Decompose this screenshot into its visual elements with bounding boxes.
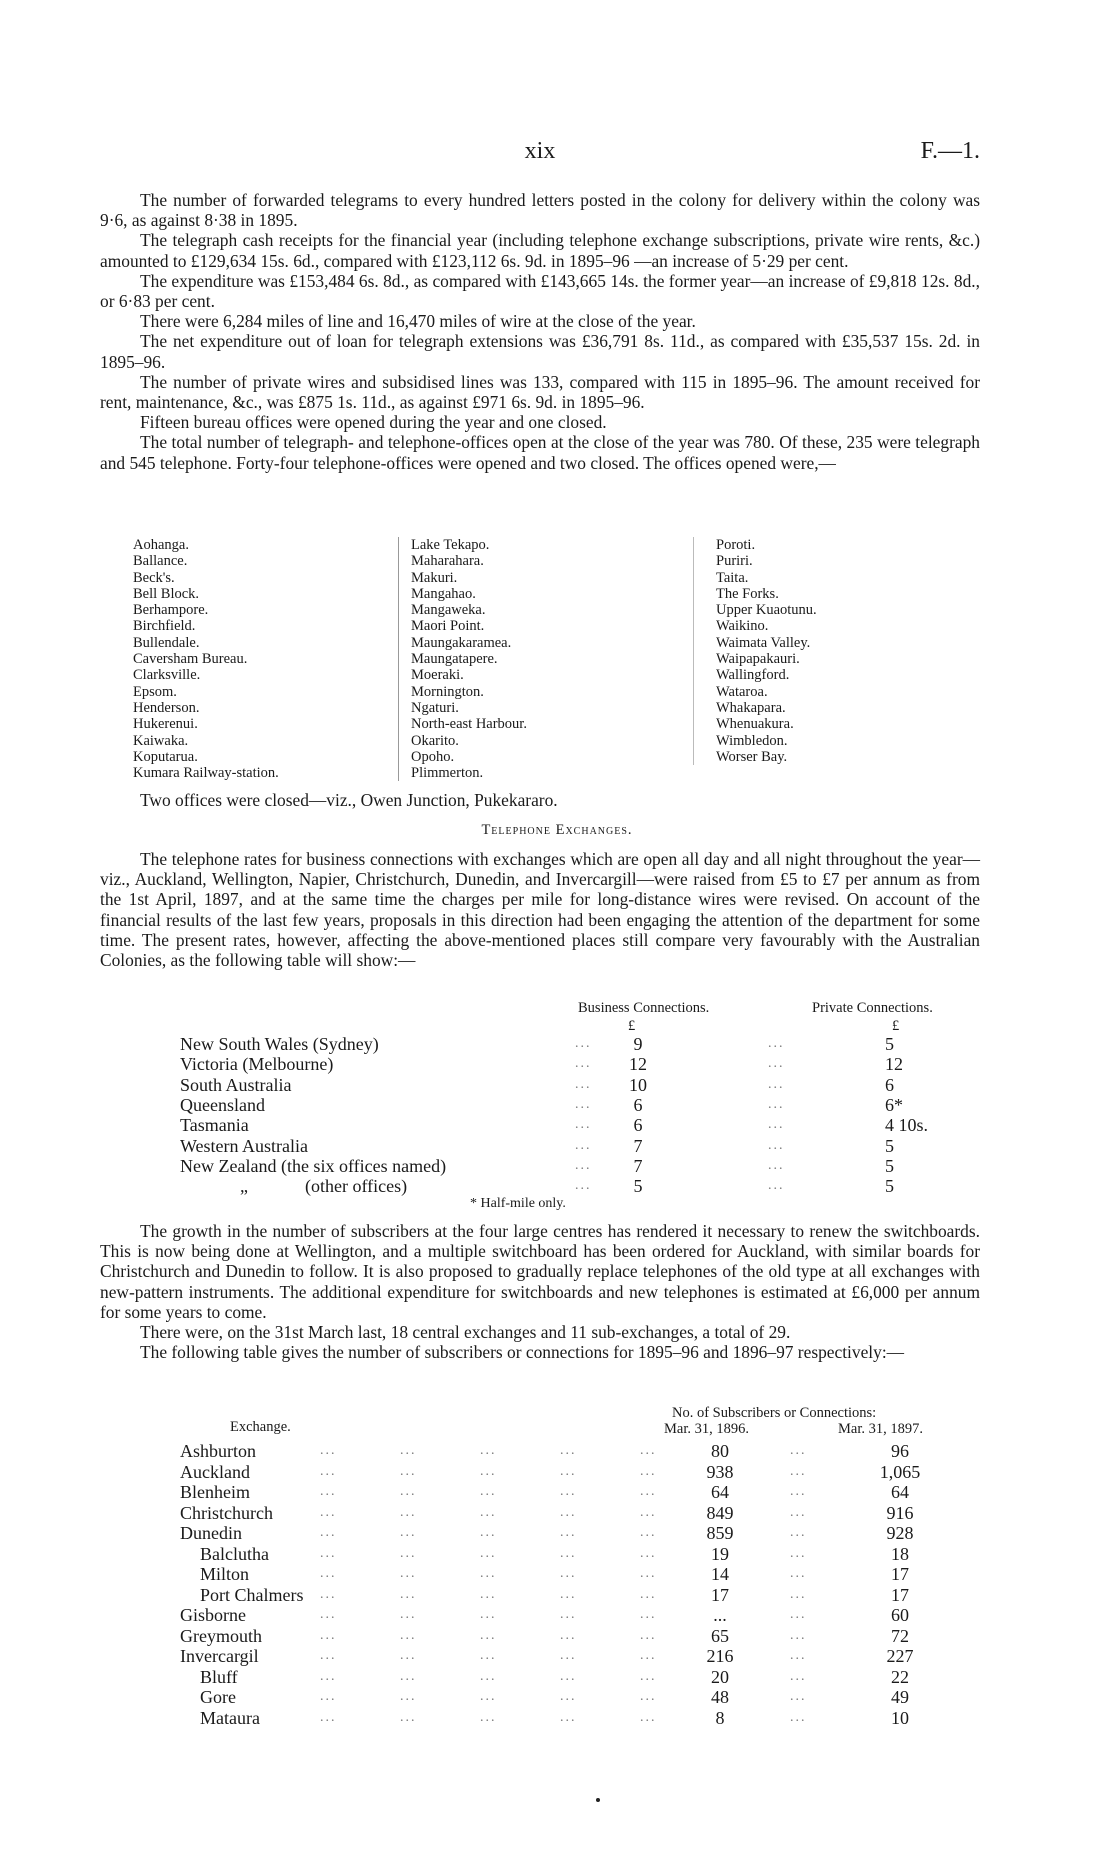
subscribers-1897: 18 <box>891 1543 909 1564</box>
place-name: Queensland <box>180 1094 265 1115</box>
office-name: Hukerenui. <box>133 716 198 733</box>
subscribers-1897: 22 <box>891 1666 909 1687</box>
leader-dots: ... <box>768 1137 785 1153</box>
column-header-business: Business Connections. <box>578 1000 710 1016</box>
exchange-row <box>0 1687 1114 1708</box>
office-name: Henderson. <box>133 699 200 716</box>
paragraph: The growth in the number of subscribers at the four large centres has rendered it necessary to renew the switchboards. This is now being done at Wellington, and a multiple switchboard has been ordered for Auckland, with similar boards for Christchurch and Dunedin to follow. It is also proposed to gradually replace telephones of the old type at all exchanges with new-pattern instruments. The additional expenditure for switchboards and new telephones is estimated at £6,000 per annum for some years to come. <box>100 1221 980 1322</box>
office-name: Taita. <box>716 569 749 586</box>
business-rate: 6 <box>633 1094 643 1115</box>
leader-dots: ... <box>400 1484 417 1499</box>
footnote: * Half-mile only. <box>470 1196 566 1211</box>
rates-paragraph <box>100 849 980 970</box>
exchange-row <box>0 1708 1114 1729</box>
subscribers-1896: 80 <box>711 1441 729 1461</box>
private-rate: 5 <box>885 1155 894 1176</box>
office-name: Whenuakura. <box>716 716 794 733</box>
place-name: Victoria (Melbourne) <box>180 1054 334 1075</box>
offices-column-2 <box>398 537 671 781</box>
subscribers-1897: 1,065 <box>879 1461 921 1482</box>
office-name: Maharahara. <box>411 553 484 570</box>
leader-dots: ... <box>560 1463 577 1479</box>
subscribers-1897: 72 <box>891 1625 909 1646</box>
leader-dots: ... <box>320 1709 337 1725</box>
leader-dots: ... <box>560 1545 577 1561</box>
office-name: Kumara Railway-station. <box>133 765 279 782</box>
leader-dots: ... <box>400 1566 417 1581</box>
leader-dots: ... <box>640 1627 657 1643</box>
leader-dots: ... <box>400 1504 417 1520</box>
leader-dots: ... <box>400 1648 417 1663</box>
print-mark <box>596 1798 600 1802</box>
exchange-name: Port Chalmers <box>200 1584 304 1605</box>
intro-paragraphs <box>100 190 980 473</box>
office-name: North-east Harbour. <box>411 716 527 733</box>
place-name: Tasmania <box>180 1115 249 1136</box>
paragraph: The number of private wires and subsidised lines was 133, compared with 115 in 1895–96. The amount received for rent, maintenance, &c., was £875 1s. 11d., as against £971 6s. 9d. in 1895–96. <box>100 371 980 413</box>
subscribers-1896: 859 <box>706 1523 734 1543</box>
leader-dots: ... <box>480 1504 497 1520</box>
leader-dots: ... <box>320 1443 337 1458</box>
leader-dots: ... <box>320 1463 337 1479</box>
offices-column-1 <box>133 537 383 781</box>
paragraph: The expenditure was £153,484 6s. 8d., as compared with £143,665 14s. the former year—an increase of £9,818 12s. 8d., or 6·83 per cent. <box>100 270 980 312</box>
offices-opened-list <box>133 537 973 783</box>
page-header <box>100 138 980 168</box>
leader-dots: ... <box>790 1648 807 1663</box>
leader-dots: ... <box>790 1607 807 1622</box>
leader-dots: ... <box>400 1463 417 1479</box>
leader-dots: ... <box>640 1668 657 1684</box>
place-name: New Zealand (the six offices named) <box>180 1155 447 1176</box>
leader-dots: ... <box>768 1117 785 1133</box>
leader-dots: ... <box>400 1709 417 1725</box>
business-rate: 9 <box>633 1034 643 1054</box>
leader-dots: ... <box>320 1668 337 1684</box>
exchange-name: Greymouth <box>180 1625 262 1646</box>
exchange-row <box>0 1564 1114 1585</box>
leader-dots: ... <box>768 1056 785 1072</box>
office-name: Beck's. <box>133 569 175 586</box>
leader-dots: ... <box>640 1484 657 1499</box>
office-name: Waikino. <box>716 618 769 635</box>
office-name: Waipapakauri. <box>716 651 800 668</box>
paragraph: The number of forwarded telegrams to every hundred letters posted in the colony for delivery within the colony was 9·6, as against 8·38 in 1895. <box>100 190 980 231</box>
leader-dots: ... <box>480 1525 497 1540</box>
leader-dots: ... <box>480 1545 497 1561</box>
private-rate: 5 <box>885 1176 894 1197</box>
leader-dots: ... <box>575 1056 592 1072</box>
rates-row <box>0 1156 1114 1177</box>
subscribers-1896: 216 <box>706 1646 734 1666</box>
leader-dots: ... <box>480 1607 497 1622</box>
unit-label: £ <box>892 1018 900 1034</box>
leader-dots: ... <box>480 1484 497 1499</box>
leader-dots: ... <box>575 1178 592 1194</box>
office-name: Caversham Bureau. <box>133 651 248 668</box>
exchange-name: Gore <box>200 1687 236 1707</box>
office-name: Opoho. <box>411 748 455 765</box>
paragraph: There were, on the 31st March last, 18 central exchanges and 11 sub-exchanges, a total of 29. <box>140 1322 791 1343</box>
subscribers-1896: 20 <box>711 1666 729 1687</box>
leader-dots: ... <box>575 1137 592 1153</box>
leader-dots: ... <box>640 1566 657 1581</box>
leader-dots: ... <box>790 1525 807 1540</box>
leader-dots: ... <box>320 1586 337 1602</box>
private-rate: 12 <box>885 1054 903 1075</box>
leader-dots: ... <box>320 1648 337 1663</box>
leader-dots: ... <box>400 1607 417 1622</box>
subscribers-1897: 916 <box>886 1502 914 1523</box>
office-name: Okarito. <box>411 732 459 749</box>
exchange-paragraphs <box>100 1221 980 1362</box>
leader-dots: ... <box>400 1443 417 1458</box>
rates-row <box>0 1034 1114 1055</box>
rates-table <box>0 1000 1114 1220</box>
exchange-name: Gisborne <box>180 1605 246 1625</box>
subscribers-1896: 849 <box>706 1502 734 1523</box>
leader-dots: ... <box>320 1627 337 1643</box>
office-name: Koputaruа. <box>133 748 198 765</box>
exchange-row <box>0 1482 1114 1503</box>
business-rate: 12 <box>629 1054 647 1075</box>
column-header-group: No. of Subscribers or Connections: <box>672 1405 877 1421</box>
column-header-1896: Mar. 31, 1896. <box>664 1421 749 1437</box>
subscribers-1896: 17 <box>711 1584 729 1605</box>
leader-dots: ... <box>640 1463 657 1479</box>
paragraph: The telephone rates for business connections with exchanges which are open all day and all night throughout the year—viz., Auckland, Wellington, Napier, Christchurch, Dunedin, and Invercargill—were raised from £5 to £7 per annum as from the 1st April, 1897, and at the same time the charges per mile for long-distance wires were revised. On account of the financial results of the last few years, proposals in this direction had been engaging the attention of the department for some time. The present rates, however, affecting the above-mentioned places still compare very favourably with the Australian Colonies, as the following table will show:— <box>100 849 980 971</box>
leader-dots: ... <box>575 1096 592 1112</box>
office-name: Upper Kuaotunu. <box>716 602 817 619</box>
rates-row <box>0 1176 1114 1197</box>
office-name: Bullendale. <box>133 634 200 651</box>
private-rate: 6* <box>885 1094 903 1115</box>
leader-dots: ... <box>640 1709 657 1725</box>
exchange-row <box>0 1646 1114 1667</box>
office-name: Aohanga. <box>133 537 189 553</box>
exchange-table <box>0 1405 1114 1735</box>
exchange-row <box>0 1503 1114 1524</box>
office-name: Bell Block. <box>133 585 200 602</box>
leader-dots: ... <box>790 1668 807 1684</box>
place-name: South Australia <box>180 1074 292 1095</box>
leader-dots: ... <box>640 1443 657 1458</box>
leader-dots: ... <box>640 1586 657 1602</box>
office-name: Mornington. <box>411 683 484 700</box>
column-header-private: Private Connections. <box>812 1000 933 1016</box>
leader-dots: ... <box>560 1443 577 1458</box>
office-name: Wimbledon. <box>716 732 788 749</box>
rates-row <box>0 1054 1114 1075</box>
exchange-row <box>0 1441 1114 1462</box>
leader-dots: ... <box>400 1545 417 1561</box>
leader-dots: ... <box>560 1709 577 1725</box>
leader-dots: ... <box>400 1627 417 1643</box>
leader-dots: ... <box>560 1627 577 1643</box>
leader-dots: ... <box>400 1525 417 1540</box>
leader-dots: ... <box>480 1668 497 1684</box>
leader-dots: ... <box>640 1545 657 1561</box>
leader-dots: ... <box>640 1504 657 1520</box>
rates-row <box>0 1095 1114 1116</box>
leader-dots: ... <box>790 1443 807 1458</box>
leader-dots: ... <box>480 1689 497 1704</box>
office-name: Ngaturi. <box>411 699 459 716</box>
office-name: Mangahao. <box>411 585 476 602</box>
leader-dots: ... <box>560 1689 577 1704</box>
leader-dots: ... <box>560 1607 577 1622</box>
subscribers-1897: 17 <box>891 1584 909 1605</box>
exchange-row <box>0 1667 1114 1688</box>
leader-dots: ... <box>790 1504 807 1520</box>
rates-row <box>0 1115 1114 1136</box>
leader-dots: ... <box>480 1463 497 1479</box>
leader-dots: ... <box>640 1689 657 1704</box>
leader-dots: ... <box>320 1504 337 1520</box>
leader-dots: ... <box>575 1117 592 1133</box>
exchange-row <box>0 1585 1114 1606</box>
leader-dots: ... <box>790 1484 807 1499</box>
office-name: Puriri. <box>716 553 753 570</box>
business-rate: 6 <box>633 1115 643 1136</box>
office-name: Plimmerton. <box>411 765 484 782</box>
leader-dots: ... <box>560 1566 577 1581</box>
leader-dots: ... <box>768 1157 785 1173</box>
leader-dots: ... <box>320 1566 337 1581</box>
private-rate: 5 <box>885 1135 894 1156</box>
exchange-name: Dunedin <box>180 1523 242 1543</box>
page-reference: F.—1. <box>920 138 980 164</box>
office-name: Berhampore. <box>133 602 209 619</box>
leader-dots: ... <box>320 1484 337 1499</box>
office-name: Makuri. <box>411 569 458 586</box>
leader-dots: ... <box>560 1668 577 1684</box>
place-name: (other offices) <box>305 1176 408 1197</box>
section-heading: Telephone Exchanges. <box>481 822 633 838</box>
leader-dots: ... <box>320 1689 337 1704</box>
leader-dots: ... <box>575 1157 592 1173</box>
business-rate: 7 <box>633 1155 643 1176</box>
leader-dots: ... <box>768 1178 785 1194</box>
exchange-name: Blenheim <box>180 1482 250 1502</box>
subscribers-1897: 49 <box>891 1687 909 1707</box>
business-rate: 7 <box>633 1135 643 1156</box>
page-number: xix <box>524 138 556 164</box>
leader-dots: ... <box>480 1566 497 1581</box>
leader-dots: ... <box>640 1607 657 1622</box>
leader-dots: ... <box>480 1648 497 1663</box>
subscribers-1896: 64 <box>711 1482 729 1502</box>
subscribers-1897: 227 <box>886 1646 914 1666</box>
exchange-name: Milton <box>200 1564 250 1584</box>
place-name: Western Australia <box>180 1135 309 1156</box>
leader-dots: ... <box>768 1036 785 1051</box>
leader-dots: ... <box>560 1484 577 1499</box>
subscribers-1896: 8 <box>715 1707 725 1728</box>
leader-dots: ... <box>790 1689 807 1704</box>
paragraph: The telegraph cash receipts for the financial year (including telephone exchange subscriptions, private wire rents, &c.) amounted to £129,634 15s. 6d., compared with £123,112 6s. 9d. in 1895–96 —an increase of 5·29 per cent. <box>100 230 980 271</box>
office-name: Waimata Valley. <box>716 634 811 651</box>
column-header-exchange: Exchange. <box>230 1419 291 1435</box>
leader-dots: ... <box>320 1607 337 1622</box>
leader-dots: ... <box>790 1463 807 1479</box>
office-name: Kaiwaka. <box>133 732 189 749</box>
office-name: Birchfield. <box>133 618 196 635</box>
paragraph: The total number of telegraph- and telephone-offices open at the close of the year was 780. Of these, 235 were telegraph and 545 telephone. Forty-four telephone-offices were opened and two closed. The offices opened were,— <box>100 432 980 473</box>
leader-dots: ... <box>400 1586 417 1602</box>
leader-dots: ... <box>560 1525 577 1540</box>
subscribers-1896: ... <box>713 1605 727 1625</box>
office-name: Ballance. <box>133 553 188 570</box>
private-rate: 4 10s. <box>885 1115 929 1136</box>
subscribers-1897: 96 <box>891 1441 909 1461</box>
subscribers-1896: 14 <box>711 1564 729 1584</box>
office-name: Mangaweka. <box>411 602 486 619</box>
exchange-row <box>0 1523 1114 1544</box>
place-name: New South Wales (Sydney) <box>180 1034 379 1054</box>
rates-row <box>0 1075 1114 1096</box>
leader-dots: ... <box>400 1668 417 1684</box>
offices-column-3 <box>693 537 976 765</box>
office-name: Lake Tekapo. <box>411 537 490 553</box>
leader-dots: ... <box>320 1525 337 1540</box>
paragraph: Fifteen bureau offices were opened during the year and one closed. <box>140 412 607 433</box>
leader-dots: ... <box>480 1627 497 1643</box>
leader-dots: ... <box>575 1036 592 1051</box>
paragraph: The following table gives the number of subscribers or connections for 1895–96 and 1896–97 respectively:— <box>140 1342 905 1363</box>
leader-dots: ... <box>790 1709 807 1725</box>
subscribers-1896: 65 <box>711 1625 729 1646</box>
paragraph: There were 6,284 miles of line and 16,470 miles of wire at the close of the year. <box>140 311 696 332</box>
office-name: Whakapara. <box>716 699 786 716</box>
exchange-name: Bluff <box>200 1666 238 1687</box>
private-rate: 5 <box>885 1034 894 1054</box>
exchange-name: Invercargil <box>180 1646 259 1666</box>
office-name: Maungakaramea. <box>411 634 512 651</box>
ditto-mark: „ <box>240 1176 248 1197</box>
leader-dots: ... <box>560 1586 577 1602</box>
exchange-name: Christchurch <box>180 1502 273 1523</box>
subscribers-1896: 19 <box>711 1543 729 1564</box>
subscribers-1897: 60 <box>891 1605 909 1625</box>
exchange-name: Ashburton <box>180 1441 256 1461</box>
business-rate: 10 <box>629 1074 647 1095</box>
subscribers-1896: 48 <box>711 1687 729 1707</box>
exchange-row <box>0 1544 1114 1565</box>
office-name: Worser Bay. <box>716 748 788 765</box>
leader-dots: ... <box>560 1504 577 1520</box>
leader-dots: ... <box>640 1648 657 1663</box>
paragraph: The net expenditure out of loan for telegraph extensions was £36,791 8s. 11d., as compared with £35,537 15s. 2d. in 1895–96. <box>100 331 980 372</box>
leader-dots: ... <box>768 1096 785 1112</box>
leader-dots: ... <box>790 1545 807 1561</box>
leader-dots: ... <box>480 1586 497 1602</box>
leader-dots: ... <box>790 1566 807 1581</box>
leader-dots: ... <box>560 1648 577 1663</box>
subscribers-1897: 64 <box>891 1482 909 1502</box>
leader-dots: ... <box>480 1709 497 1725</box>
private-rate: 6 <box>885 1074 894 1095</box>
leader-dots: ... <box>790 1627 807 1643</box>
rates-row <box>0 1136 1114 1157</box>
subscribers-1897: 17 <box>891 1564 909 1584</box>
office-name: Poroti. <box>716 537 756 553</box>
leader-dots: ... <box>768 1076 785 1092</box>
office-name: Wallingford. <box>716 667 790 684</box>
leader-dots: ... <box>480 1443 497 1458</box>
leader-dots: ... <box>400 1689 417 1704</box>
office-name: Moeraki. <box>411 667 464 684</box>
exchange-name: Auckland <box>180 1461 250 1482</box>
subscribers-1897: 10 <box>891 1707 909 1728</box>
office-name: Clarksville. <box>133 667 201 684</box>
exchange-name: Balclutha <box>200 1543 269 1564</box>
business-rate: 5 <box>633 1176 643 1197</box>
office-name: Epsom. <box>133 683 177 700</box>
exchange-name: Mataura <box>200 1707 260 1728</box>
subscribers-1896: 938 <box>706 1461 734 1482</box>
offices-closed: Two offices were closed—viz., Owen Junction, Pukekararo. <box>140 790 558 810</box>
office-name: The Forks. <box>716 585 779 602</box>
office-name: Maungatapere. <box>411 651 498 668</box>
leader-dots: ... <box>790 1586 807 1602</box>
exchange-row <box>0 1605 1114 1626</box>
office-name: Wataroa. <box>716 683 768 700</box>
unit-label: £ <box>628 1018 636 1034</box>
exchange-row <box>0 1462 1114 1483</box>
subscribers-1897: 928 <box>886 1523 914 1543</box>
office-name: Maori Point. <box>411 618 485 635</box>
column-header-1897: Mar. 31, 1897. <box>838 1421 923 1437</box>
leader-dots: ... <box>575 1076 592 1092</box>
leader-dots: ... <box>320 1545 337 1561</box>
leader-dots: ... <box>640 1525 657 1540</box>
exchange-row <box>0 1626 1114 1647</box>
